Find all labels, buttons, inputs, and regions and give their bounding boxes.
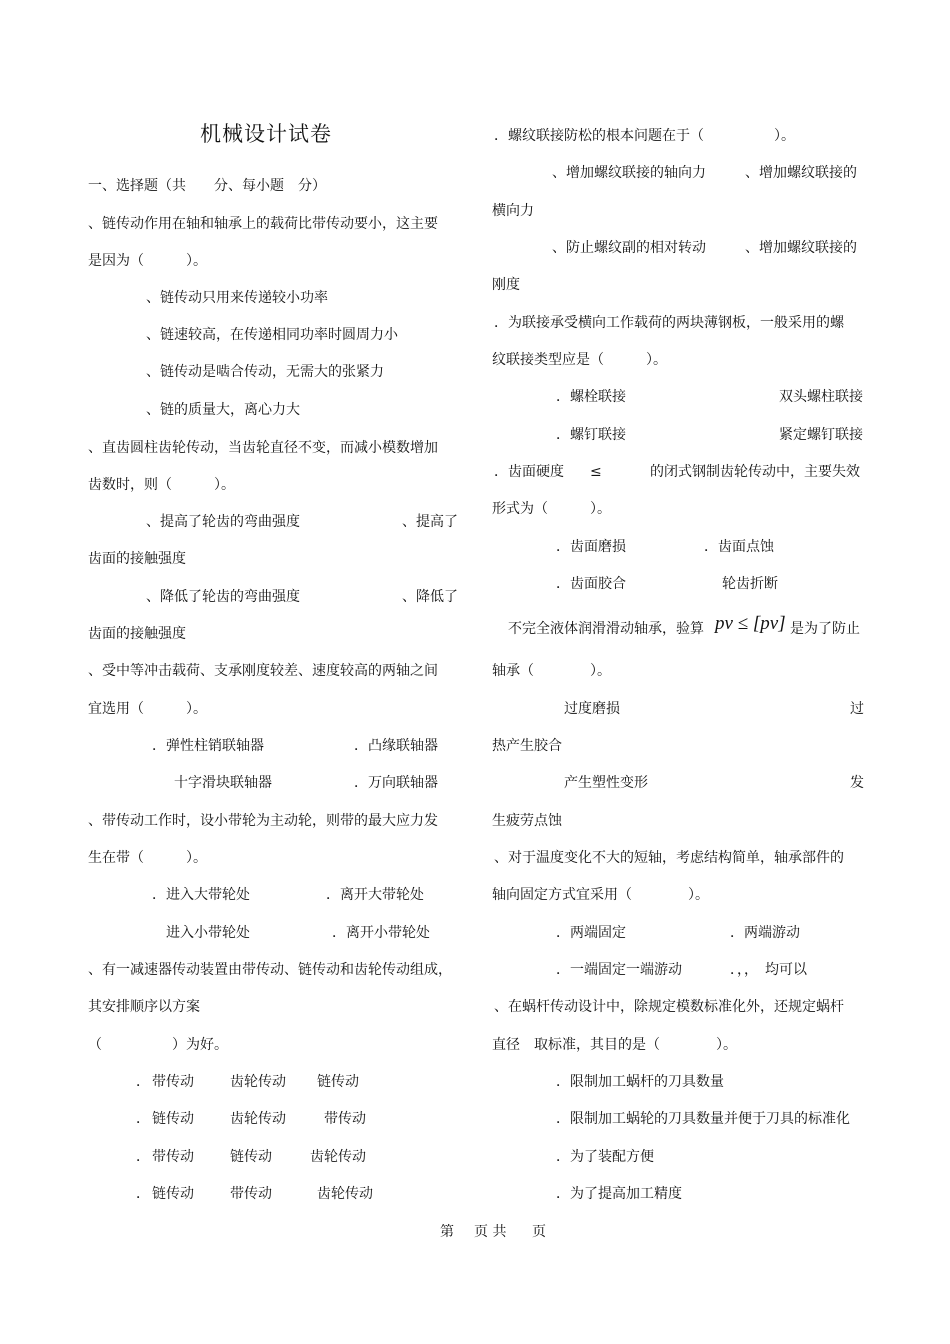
option-d: 发: [850, 775, 864, 791]
option-b: ．离开大带轮处: [326, 887, 424, 903]
option-b: ．凸缘联轴器: [354, 738, 438, 754]
option-c: ．一端固定一端游动: [556, 962, 682, 978]
option-d: 轮齿折断: [722, 576, 778, 592]
option-c: 、链传动是啮合传动，无需大的张紧力: [146, 364, 384, 380]
option-c: 产生塑性变形: [564, 775, 648, 791]
formula: pv ≤ [pv]: [715, 613, 786, 634]
option-a: ．齿面磨损: [556, 539, 626, 555]
option-a: ．弹性柱销联轴器: [152, 738, 264, 754]
option-d: 、增加螺纹联接的: [745, 240, 857, 256]
option-c: 、防止螺纹副的相对转动: [552, 240, 706, 256]
question-stem: 是为了防止: [790, 621, 860, 637]
option-marker: ．: [136, 1074, 150, 1090]
question-stem: 、对于温度变化不大的短轴，考虑结构简单，轴承部件的: [494, 850, 844, 866]
question-stem: 形式为（ ）。: [492, 501, 611, 517]
option-c: 、降低了轮齿的弯曲强度: [146, 589, 300, 605]
question-stem: 、受中等冲击载荷、支承刚度较差、速度较高的两轴之间: [88, 663, 438, 679]
option-a: ．螺栓联接: [556, 389, 626, 405]
option-a: ．进入大带轮处: [152, 887, 250, 903]
option-item: 齿轮传动: [230, 1074, 286, 1090]
option-c: ．齿面胶合: [556, 576, 626, 592]
question-stem: （ ）为好。: [88, 1037, 228, 1053]
question-stem: 、直齿圆柱齿轮传动，当齿轮直径不变，而减小模数增加: [88, 440, 438, 456]
option-item: 齿轮传动: [310, 1149, 366, 1165]
option-a: 过度磨损: [564, 701, 620, 717]
option-c: 十字滑块联轴器: [174, 775, 272, 791]
option-b: ．齿面点蚀: [704, 539, 774, 555]
question-stem: 、在蜗杆传动设计中，除规定模数标准化外，还规定蜗杆: [494, 999, 844, 1015]
option-d: ．为了提高加工精度: [556, 1186, 682, 1202]
option-b: ．两端游动: [730, 925, 800, 941]
footer-page-total: 页 共: [474, 1224, 507, 1240]
option-d: 、链的质量大，离心力大: [146, 402, 300, 418]
option-d-continued: 生疲劳点蚀: [492, 813, 562, 829]
option-a: 、链传动只用来传递较小功率: [146, 290, 328, 306]
question-stem: 齿数时，则（ ）。: [88, 477, 235, 493]
less-equal-symbol: ≤: [590, 464, 602, 480]
page-title: 机械设计试卷: [200, 122, 332, 146]
option-marker: ．: [136, 1149, 150, 1165]
option-item: 带传动: [152, 1074, 194, 1090]
option-item: 链传动: [152, 1111, 194, 1127]
option-item: 链传动: [152, 1186, 194, 1202]
option-item: 带传动: [152, 1149, 194, 1165]
option-d: ．离开小带轮处: [332, 925, 430, 941]
question-stem: 的闭式钢制齿轮传动中，主要失效: [650, 464, 860, 480]
option-c: ．螺钉联接: [556, 427, 626, 443]
question-stem: 轴承（ ）。: [492, 663, 611, 679]
option-b: 、链速较高，在传递相同功率时圆周力小: [146, 327, 398, 343]
option-item: 链传动: [230, 1149, 272, 1165]
question-stem: 轴向固定方式宜采用（ ）。: [492, 887, 709, 903]
option-b-continued: 齿面的接触强度: [88, 551, 186, 567]
option-item: 齿轮传动: [317, 1186, 373, 1202]
option-item: 齿轮传动: [230, 1111, 286, 1127]
question-stem: 是因为（ ）。: [88, 253, 207, 269]
question-stem: ．螺纹联接防松的根本问题在于（ ）。: [494, 128, 795, 144]
question-stem: 宜选用（ ）。: [88, 701, 207, 717]
question-stem: ．为联接承受横向工作载荷的两块薄钢板，一般采用的螺: [494, 315, 844, 331]
option-b: 过: [850, 701, 864, 717]
section-heading: 一、选择题（共 分、每小题 分）: [88, 178, 326, 194]
option-marker: ．: [136, 1111, 150, 1127]
option-item: 带传动: [324, 1111, 366, 1127]
question-stem: 、链传动作用在轴和轴承上的载荷比带传动要小，这主要: [88, 216, 438, 232]
option-a: 、提高了轮齿的弯曲强度: [146, 514, 300, 530]
footer-page-end: 页: [532, 1224, 546, 1240]
option-d: 、降低了: [402, 589, 458, 605]
question-stem: 直径 取标准，其目的是（ ）。: [492, 1037, 737, 1053]
question-stem: 纹联接类型应是（ ）。: [492, 352, 667, 368]
option-a: ．两端固定: [556, 925, 626, 941]
option-d: 紧定螺钉联接: [779, 427, 863, 443]
question-stem: 、带传动工作时，设小带轮为主动轮，则带的最大应力发: [88, 813, 438, 829]
option-b: 、增加螺纹联接的: [745, 165, 857, 181]
option-d-continued: 齿面的接触强度: [88, 626, 186, 642]
question-stem: 其安排顺序以方案: [88, 999, 200, 1015]
option-d: ．万向联轴器: [354, 775, 438, 791]
option-b-continued: 横向力: [492, 203, 534, 219]
option-a: 、增加螺纹联接的轴向力: [552, 165, 706, 181]
option-b: 、提高了: [402, 514, 458, 530]
question-stem: 、有一减速器传动装置由带传动、链传动和齿轮传动组成，: [88, 962, 452, 978]
option-a: ．限制加工蜗杆的刀具数量: [556, 1074, 724, 1090]
option-b-continued: 热产生胶合: [492, 738, 562, 754]
option-item: 链传动: [317, 1074, 359, 1090]
question-stem: 不完全液体润滑滑动轴承，验算: [508, 621, 704, 637]
question-stem: 生在带（ ）。: [88, 850, 207, 866]
option-b: ．限制加工蜗轮的刀具数量并便于刀具的标准化: [556, 1111, 850, 1127]
option-c: ．为了装配方便: [556, 1149, 654, 1165]
question-stem: ．齿面硬度: [494, 464, 564, 480]
footer-page-label: 第: [440, 1224, 454, 1240]
option-c: 进入小带轮处: [166, 925, 250, 941]
option-b: 双头螺柱联接: [779, 389, 863, 405]
option-item: 带传动: [230, 1186, 272, 1202]
option-marker: ．: [136, 1186, 150, 1202]
option-d-continued: 刚度: [492, 277, 520, 293]
option-d: ．，， 均可以: [730, 962, 807, 978]
